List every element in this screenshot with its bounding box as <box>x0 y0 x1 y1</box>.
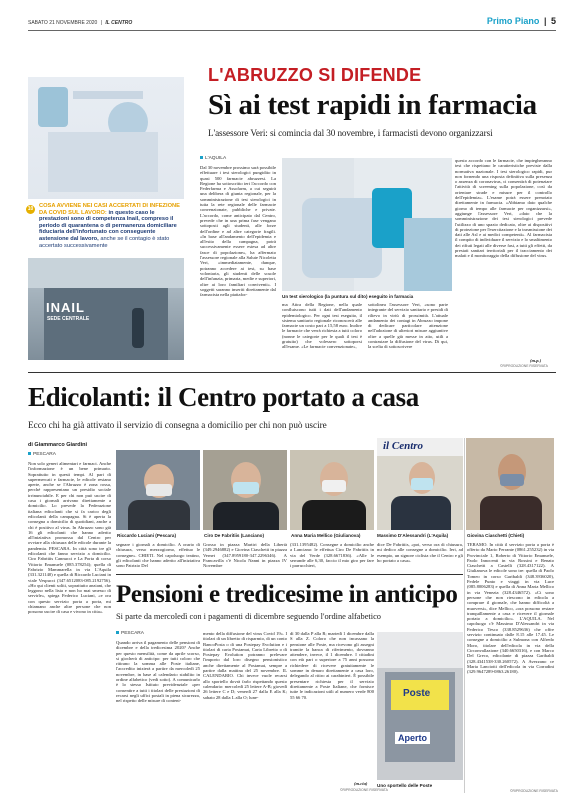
separator-1 <box>28 372 556 373</box>
article2-subtitle: Ecco chi ha già attivato il servizio di consegna a domicilio per chi non può uscire <box>28 420 327 430</box>
article1-signature: (m.p.) <box>530 358 542 363</box>
inail-sign: INAIL <box>46 300 85 315</box>
covid-info-box <box>26 199 186 255</box>
article2-dateline <box>28 452 56 457</box>
column-rule-right <box>464 438 465 793</box>
caption-ciaschetti: Giovina Ciaschetti (Chieti) <box>467 533 525 538</box>
paper-name: IL CENTRO <box>105 20 133 26</box>
article3-dateline <box>116 631 144 636</box>
article1-dateline <box>200 156 226 161</box>
portrait-defabritiis <box>203 450 287 530</box>
article2-col1: Non solo generi alimentari e farmaci. Anche l'informazione è un bene primario. Soprattutto in questi tempi. Al pari di supermercati e farmacie, le edicole restano aperte, anche se l'Abruzzo è zona rossa, perché rappresentano un presidio sociale irrinunciabile. E per chi non può uscire di casa i giornali arrivano direttamente a domicilio. Lo prevede la Federazione italiana edicolanti che si fa carico degli edicolanti della campagna. Si è aperta la consegna a domicilio di quotidiani, anche a chi è positivo al virus. In Abruzzo sono già 16 gli edicolanti che hanno aderito all'iniziativa promossa dal Centro per ovviare alla chiusura delle edicole durante la pandemia. PESCARA. In città sono tre gli edicolanti che fanno servizio a domicilio. Ciro Fabritiis Cannucci e La Porta di corso Vittorio Emanuele (085.378254); quella di Fabrizio Mammarella in via L'Aquila (331.321140) e quella di Riccardo Luciani in viale Vespucci (347.6512083-085.2192756). «Ho qui clienti soliti, soprattutto anziani, che leggono nella lista e non ho mai smesso di servirle», spiega Federico Luciani, «e ora con questo servizio porta a porta, mi chiamano anche altre persone che non possono uscire di casa e vivono in citta». <box>28 461 111 615</box>
test-photo <box>282 158 452 291</box>
header-rule <box>28 30 556 31</box>
article2-col2a: segnare i giornali a domicilio. A orario di chiusura, verso mezzogiorno, effettuo le consegne». CHIETI. Nel capoluogo teatino, gli edicolanti che hanno aderito all'iniziativa sono Patrizio Del <box>116 542 200 569</box>
poste-photo <box>377 632 463 780</box>
section-label: Primo Piano | 5 <box>486 16 556 26</box>
article3-repro: ©RIPRODUZIONE RISERVATA <box>340 788 388 792</box>
inail-sign-sub: SEDE CENTRALE <box>47 316 90 322</box>
issue-date: SABATO 21 NOVEMBRE 2020 <box>28 20 98 26</box>
dateline-header: SABATO 21 NOVEMBRE 2020 | IL CENTRO <box>28 20 133 26</box>
article3-col3: dì 30 dalla P alla R; martedì 1 dicembre dalla S alla Z. Coloro che non incassano la pensione alle Poste, ma ricevono gli assegni tramite la banca di riferimento, dovranno attendere, invece, il 1 dicembre. I cittadini con età pari o superiore a 75 anni possono richiedere di ricevere gratuitamente le somme in denaro direttamente a casa loro, delegando al ritiro ai carabinieri. È possibile presentare richiesta per il servizio direttamente a Poste Italiane, che fornisce tutte le indicazioni utili al numero verde 800 55 66 70. <box>290 631 374 700</box>
page-number: 5 <box>550 16 556 26</box>
poste-sign: Poste <box>403 688 431 699</box>
article1-col1: Dal 30 novembre prossimo sarà possibile effettuare i test sierologici pungidito in quasi 500 farmacie abruzzesi. La Regione ha sottoscritto ieri l'accordo con Federfarma e Assofarm, a cui seguirà una delibera di giunta regionale, per la somministrazione di test sierologici in tutta la rete regionale delle farmacie convenzionate, pubbliche e private. L'accordo, come anticipato dal Centro, prevede che in una prima fase vengano sottoposti agli studenti, alle forze dell'ordine e ad altre categorie fragili. «In base all'andamento dell'epidemia e all'esito della campagna, potrà successivamente essere estesa ad altre fasce di popolazione», ha affermato l'assessore regionale alla Salute Nicoletta Veri, «immediatamente, dunque, potranno accedere ai test, su base volontaria, gli studenti delle scuole dell'infanzia, primaria, medie e superiori, oltre ai loro familiari conviventi». I soggetti saranno inseriti direttamente dal farmacista nella piattafor- <box>200 165 276 298</box>
article3-title: Pensioni e tredicesime in anticipo <box>116 581 458 608</box>
info-number-badge: 10 <box>27 206 34 212</box>
info-text-main: in questo caso le prestazioni sono di competenza Inail, compreso il periodo di quarantena o di permanenza domiciliare fiduciaria dell'infortunato con conseguente astensione dal lavoro, <box>39 209 177 242</box>
article2-col3: (331.1395482). Consegne a domicilio anche a Lanciano: le effettua Ciro De Fabritiis in via del Verde (328.6671836). «Alle le serrande alle 6,30, faccio il mio giro per fare i parrucchieri, <box>290 542 374 569</box>
article3-col2: mento della diffusione del virus Covid 19». I titolari di un libretto di risparmio, di un conto BancoPosta o di una Postepay Evolution e i titolari di carta Postamat, Carta Libretto o di Postepay Evolution potranno prelevare l'importo dal loro disegno pensionistico anche direttamente al Postamat, sempre a partire dalla mattina del 25 novembre. IL CALENDARIO. Chi invece vuole recarsi allo sportello dovrà farlo rispettando questo calendario: mercoledì 25 lettere A-B; giovedì 26 lettere C e D; venerdì 27 dalla E alla K; sabato 28 dalla L alla O; lune- <box>203 631 287 700</box>
separator-2 <box>116 574 463 575</box>
caption-mellico: Anna Maria Mellico (Giulianova) <box>291 533 361 538</box>
article1-col4: questo accordo con le farmacie, che impiegheranno test che rispettano le caratteristiche previste dalla normativa nazionale. I test sierologico rapidi, pur non fornendo una risposta definitiva sulla presenza o assenza di coronavirus, ci consentirà di potenziare l'attività di screening sulla popolazione, così da orientare strade e misure per il controllo dell'epidemia». L'esame potrà essere prenotato direttamente in farmacia. «Abbiamo dato qualche giorno di tempo alle farmacie per organizzarsi», aggiunge l'assessore Veri, «dato che la somministrazione dei test sierologici prevede l'utilizzo di uno spazio dedicato, oltre ai dispositivi di protezione per l'esercitazione e la trasmissione dei dati alle Asl e ai medici competenti». Al farmacista il compito di individuare il servizio e lo smaltimento dei rifiuti legati alle diverse fasi, a tutti gli effetti, da prestati sanitari territoriali per il tracciamento dei malati e il monitoraggio della diffusione del virus. <box>455 158 552 259</box>
article2-title: Edicolanti: il Centro portato a casa <box>28 382 419 412</box>
newspaper-title: il Centro <box>383 440 424 452</box>
caption-dalessandri: Massimo D'Alessandri (L'Aquila) <box>377 533 449 538</box>
portrait-dalessandri <box>377 438 463 530</box>
article2-repro: ©RIPRODUZIONE RISERVATA <box>510 789 558 793</box>
article1-subtitle: L'assessore Veri: si comincia dal 30 novembre, i farmacisti devono organizzarsi <box>208 128 493 138</box>
info-text-tail: anche se il contagio è stato accertato successivamente <box>39 235 170 249</box>
dateline-text: PESCARA <box>121 631 144 636</box>
test-photo-caption: Un test sierologico (la puntura sul dito) eseguito in farmacia <box>282 294 414 299</box>
article2-col2b: Grosso in piazza Martiri della Libertà (349.2946882) e Giovina Ciaschetti in piazza Vernet (347.8959180-347.2296346). A Francavilla c'è Nicola Nanni in piazza IV Novembre <box>203 542 287 569</box>
portrait-mellico <box>290 450 374 530</box>
caption-luciani: Riccardo Luciani (Pescara) <box>117 533 176 538</box>
caption-defabritiis: Ciro De Fabritiis (Lanciano) <box>204 533 264 538</box>
article2-col5: TERAMO. In città il servizio porta a porta è offerto da Mario Ferrante (0861.255232) in via Provinciale 1, Roberto di Vittorio Emanuele, Paolo Innocenti in via Rossini e Renato Ciaschetti a Castelli (328.4317122). A Giulianova le edicole sono tre: quella di Paolo Tomeo in corso Garibaldi (348.3936020), Fedele Punto e viaggi in via Luce (085.8006283) e quella di Anna Maria Mellico in via Venezia (328.4346572). «Ci sono persone che non riescono in edicola a comprare il giornale, che hanno difficoltà a muoversi», dice Mellico, «ora possono restare tranquillamente a casa e ricevere il giornale portato a domicilio». L'AQUILA. Nel capoluogo c'è Massimo D'Alessandri in via Federico Tesco (338.8529636) che offre servizio continuato dalle 8.15 alle 17.45. Le consegne a domicilio a Sulmona con Alfredo Moro, titolare dell'edicola in via della Circonvallazione (340.6650316), e con Marco Del Greco, edicolante di piazza Garibaldi (328.4341538-330.260572). A Avezzano ce Maria Lanciotti dell'edicola in via Corradini (329.9647289-0863.26180). <box>467 542 554 675</box>
info-text-bold: COSA AVVIENE NEI CASI ACCERTATI DI INFEZIONE DA COVID SUL LAVORO: <box>39 203 180 216</box>
article1-title: Sì ai test rapidi in farmacia <box>208 89 537 121</box>
dateline-text: L'AQUILA <box>205 156 227 161</box>
article3-subtitle: Si parte da mercoledì con i pagamenti di dicembre seguendo l'ordine alfabetico <box>116 612 381 621</box>
article2-byline: di Giammarco Giardini <box>28 442 87 448</box>
article3-signature: (m.cia) <box>354 781 368 786</box>
article3-col1: Quando arriva il pagamento delle pensioni di dicembre e della tredicesima 2020? Anche per questo mensilità, come da aprile scorso, si giocherà di anticipo: per tutti coloro che ritirano la somma alle Poste italiane, l'accredito inizierà a partire da mercoledì 25 novembre, in base al calendario stabilito in ordine alfabetico (vedi sotto). A comunicarlo è lo stesso Istituto previdenziale «per consentire a tutti i titolari delle prestazioni di recarsi negli uffici postali in piena sicurezza, nel rispetto delle misure di conteni- <box>116 640 200 704</box>
poste-photo-caption: Uno sportello delle Poste <box>377 783 433 788</box>
dateline-text: PESCARA <box>33 452 56 457</box>
article1-col2: ma Attra della Regione, nella quale confluiscono tutti i dati dell'andamento epidemiologico. Per ogni test eseguito, il sistema sanitario regionale riconoscerà alle farmacie un costo pari a 15,58 euro. Inoltre le farmacie che verrà richiesta a tutti coloro (nonne le categorie per le quali il test è gratuito) che volessero sottoporsi all'esame. «Le farmacie convenzionate», <box>282 302 362 350</box>
article1-repro: ©RIPRODUZIONE RISERVATA <box>500 364 548 368</box>
portrait-luciani <box>116 450 200 530</box>
article2-col4: dice De Fabritiis, «poi, verso ora di chiusura, mi dedico alle consegne a domicilio. Ieri, ad esempio, un signore ciclista che il Centro e gli ho portato a casa». <box>377 542 463 563</box>
article1-kicker: L'ABRUZZO SI DIFENDE <box>208 65 422 85</box>
inail-photo <box>28 77 184 203</box>
portrait-ciaschetti <box>466 438 554 530</box>
inail-building-photo <box>28 258 184 360</box>
info-text <box>39 203 186 249</box>
section-name: Primo Piano <box>486 16 540 26</box>
aperto-sign: Aperto <box>395 732 430 744</box>
article1-col3: sottolinea l'assessore Veri, «sono parte integrante del servizio sanitario e presidi di rilievo in virtù di prossimità. L'attuale andamento dei contagi in Abruzzo impone di dedicare particolare attenzione nell'adozione di ulteriori misure aggiuntive oltre a quelle già messe in atto, utili a contrastare la diffusione del virus. Di qui, la scelta di sottoscrivere <box>368 302 448 350</box>
